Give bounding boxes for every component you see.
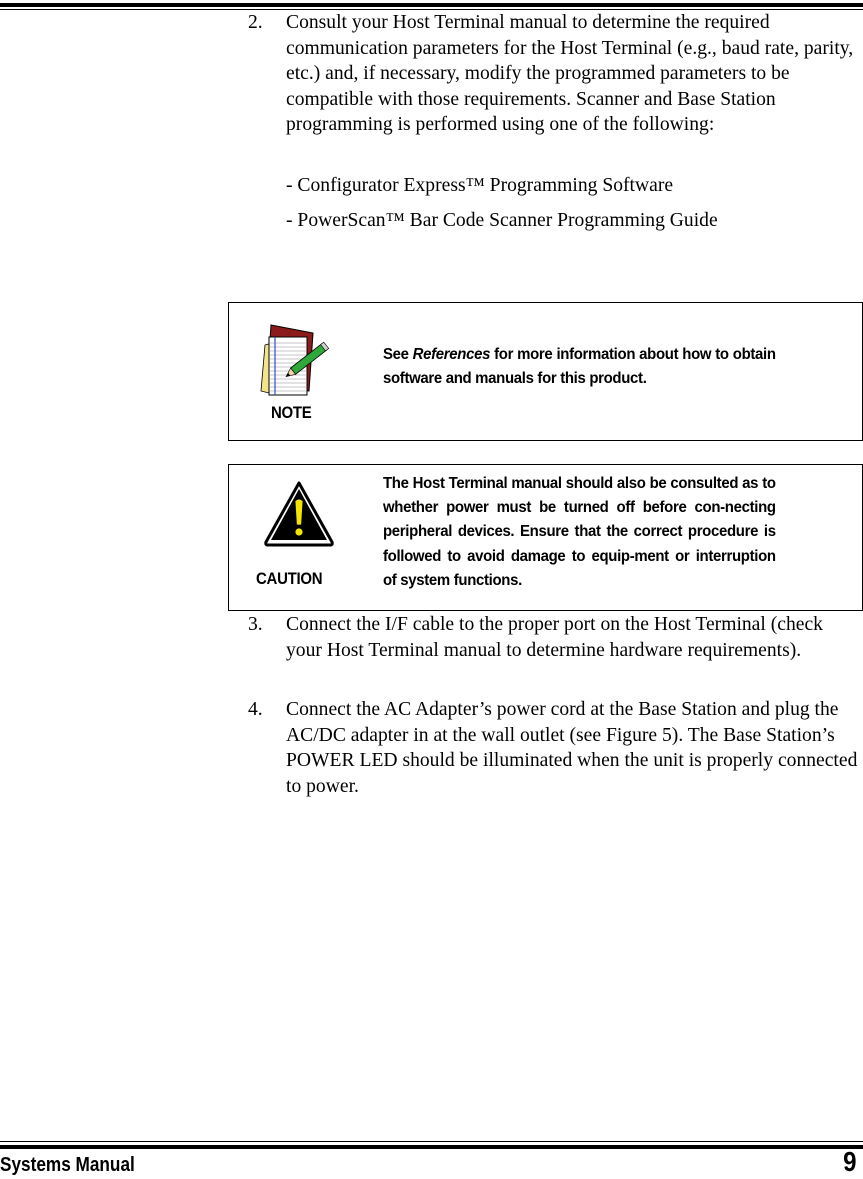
software-option-programming-guide: - PowerScan™ Bar Code Scanner Programming Guide xyxy=(286,210,718,231)
note-text-prefix: See xyxy=(383,346,413,363)
note-text xyxy=(383,343,776,391)
notepad-pencil-icon xyxy=(259,321,329,399)
references-link-text: References xyxy=(412,346,491,363)
page-number: 9 xyxy=(843,1146,857,1177)
footer-rule-thick xyxy=(0,1145,863,1149)
step-2 xyxy=(248,10,858,138)
note-label: NOTE xyxy=(271,403,312,422)
note-box xyxy=(228,302,863,441)
footer-rule-thin xyxy=(0,1141,863,1142)
step-3-number: 3. xyxy=(248,614,263,635)
step-2-text: Consult your Host Terminal manual to determine the required communication parameters for the Host Terminal (e.g., baud rate, parity, etc.) and, if necessary, modify the programmed parameters to be compatible with those requirements. Scanner and Base Station programming is performed using one of the following: xyxy=(286,12,854,135)
step-3 xyxy=(248,612,858,663)
header-rule-thick xyxy=(0,3,863,7)
caution-label: CAUTION xyxy=(256,569,323,588)
step-3-text: Connect the I/F cable to the proper port on the Host Terminal (check your Host Terminal manual to determine hardware requirements). xyxy=(286,614,823,661)
footer-title: Systems Manual xyxy=(0,1154,135,1176)
step-4-text: Connect the AC Adapter’s power cord at the Base Station and plug the AC/DC adapter in at the wall outlet (see Figure 5). The Base Station’s POWER LED should be illuminated when the unit is properly connected to power. xyxy=(286,699,858,797)
warning-triangle-icon xyxy=(263,479,335,547)
step-2-number: 2. xyxy=(248,12,263,33)
caution-box xyxy=(228,464,863,611)
step-4-number: 4. xyxy=(248,699,263,720)
caution-text: The Host Terminal manual should also be consulted as to whether power must be turned off before con-necting peripheral devices. Ensure that the correct procedure is followed to avoid damage to equip-ment or interruption of system functions. xyxy=(383,475,776,589)
note-text-suffix: for more information about how to obtain software and manuals for this product. xyxy=(383,346,776,388)
software-option-configurator: - Configurator Express™ Programming Software xyxy=(286,175,674,196)
step-4 xyxy=(248,697,858,799)
